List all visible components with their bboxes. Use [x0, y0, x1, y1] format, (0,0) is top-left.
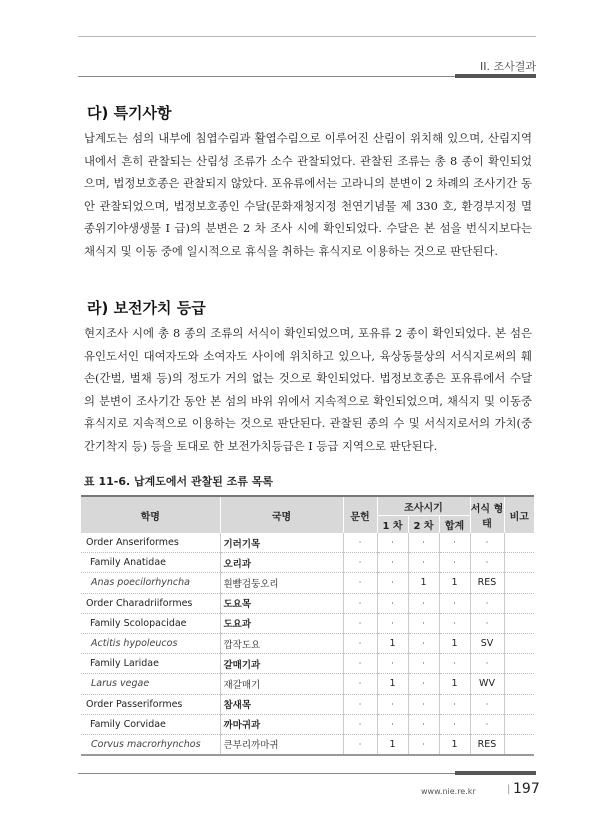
header-accent-bar: [455, 74, 536, 78]
footer-separator: |: [507, 784, 511, 795]
header-korean-name: 국명: [220, 496, 343, 533]
second-survey-cell: ·: [408, 553, 439, 573]
note-cell: [504, 533, 534, 553]
special-notes-paragraph: 납계도는 섬의 내부에 침엽수림과 활엽수림으로 이루어진 산림이 위치해 있으며, 산림지역내에서 흔히 관찰되는 산림성 조류가 소수 관찰되었다. 관찰된 조류는 총 8 종이 확인되었으며, 법정보호종은 관찰되지 않았다. 포유류에서는 고라니의 분변이 2 차례의 조사기간 동안 관찰되었으며, 법정보호종인 수달(문화재청지정 천연기념물 제 330 호, 환경부지정 멸종위기야생생물 I 급)의 분변은 2 차 조사 시에 확인되었다. 수달은 본 섬을 번식지보다는 채식지 및 이동 중에 일시적으로 휴식을 취하는 휴식지로 이용하는 것으로 판단된다.: [84, 131, 532, 258]
korean-name-cell: 기러기목: [220, 533, 343, 553]
note-cell: [504, 593, 534, 613]
scientific-name-cell: Family Corvidae: [81, 714, 220, 734]
table-row: [81, 734, 534, 755]
table-row: [81, 593, 534, 613]
habitat-type-cell: ·: [470, 593, 504, 613]
scientific-name-cell: Anas poecilorhyncha: [81, 573, 220, 593]
total-cell: ·: [439, 593, 470, 613]
conservation-grade-paragraph: 현지조사 시에 총 8 종의 조류의 서식이 확인되었으며, 포유류 2 종이 확인되었다. 본 섬은 유인도서인 대여자도와 소여자도 사이에 위치하고 있으나, 육상동물상의 서식지로써의 훼손(간벌, 벌채 등)의 정도가 거의 없는 것으로 확인되었다. 법정보호종은 포유류에서 수달의 분변이 조사기간 동안 본 섬의 바위 위에서 지속적으로 확인되었으며, 채식지 및 이동중 휴식지로 지속적으로 이용하는 것으로 판단된다. 관찰된 종의 수 및 서식지로서의 가치(중간기착지 등) 등을 토대로 한 보전가치등급은 Ⅰ 등급 지역으로 판단된다.: [84, 326, 532, 453]
header-top-rule: [78, 36, 536, 37]
second-survey-cell: ·: [408, 533, 439, 553]
note-cell: [504, 734, 534, 755]
scientific-name-cell: Family Laridae: [81, 654, 220, 674]
habitat-type-cell: WV: [470, 674, 504, 694]
first-survey-cell: ·: [377, 654, 408, 674]
total-cell: 1: [439, 734, 470, 755]
total-cell: ·: [439, 654, 470, 674]
habitat-type-cell: RES: [470, 573, 504, 593]
scientific-name-cell: Family Anatidae: [81, 553, 220, 573]
literature-cell: ·: [343, 633, 377, 653]
literature-cell: ·: [343, 694, 377, 714]
literature-cell: ·: [343, 674, 377, 694]
footer-url: www.nie.re.kr: [421, 787, 476, 796]
literature-cell: ·: [343, 573, 377, 593]
scientific-name-cell: Order Anseriformes: [81, 533, 220, 553]
note-cell: [504, 674, 534, 694]
header-survey-period: 조사시기: [377, 496, 470, 516]
literature-cell: ·: [343, 553, 377, 573]
korean-name-cell: 갈매기과: [220, 654, 343, 674]
scientific-name-cell: Order Charadriiformes: [81, 593, 220, 613]
note-cell: [504, 633, 534, 653]
table-row: [81, 613, 534, 633]
second-survey-cell: 1: [408, 573, 439, 593]
second-survey-cell: ·: [408, 694, 439, 714]
literature-cell: ·: [343, 734, 377, 755]
first-survey-cell: 1: [377, 674, 408, 694]
second-survey-cell: ·: [408, 613, 439, 633]
scientific-name-cell: Actitis hypoleucos: [81, 633, 220, 653]
total-cell: 1: [439, 633, 470, 653]
first-survey-cell: ·: [377, 533, 408, 553]
running-header: II. 조사결과: [480, 60, 536, 73]
table-row: [81, 694, 534, 714]
habitat-type-cell: ·: [470, 553, 504, 573]
korean-name-cell: 도요목: [220, 593, 343, 613]
first-survey-cell: ·: [377, 694, 408, 714]
korean-name-cell: 도요과: [220, 613, 343, 633]
bird-species-table: [81, 495, 534, 756]
header-scientific-name: 학명: [81, 496, 220, 533]
habitat-type-cell: SV: [470, 633, 504, 653]
total-cell: 1: [439, 573, 470, 593]
korean-name-cell: 재갈매기: [220, 674, 343, 694]
habitat-type-cell: ·: [470, 613, 504, 633]
second-survey-cell: ·: [408, 593, 439, 613]
second-survey-cell: ·: [408, 674, 439, 694]
first-survey-cell: ·: [377, 613, 408, 633]
total-cell: ·: [439, 714, 470, 734]
table-row: [81, 573, 534, 593]
habitat-type-cell: ·: [470, 714, 504, 734]
first-survey-cell: ·: [377, 714, 408, 734]
total-cell: ·: [439, 553, 470, 573]
total-cell: ·: [439, 533, 470, 553]
scientific-name-cell: Larus vegae: [81, 674, 220, 694]
header-total: 합계: [439, 516, 470, 534]
first-survey-cell: ·: [377, 553, 408, 573]
literature-cell: ·: [343, 533, 377, 553]
note-cell: [504, 654, 534, 674]
scientific-name-cell: Family Scolopacidae: [81, 613, 220, 633]
total-cell: ·: [439, 613, 470, 633]
note-cell: [504, 694, 534, 714]
note-cell: [504, 573, 534, 593]
table-row: [81, 533, 534, 553]
first-survey-cell: ·: [377, 573, 408, 593]
literature-cell: ·: [343, 613, 377, 633]
page-number: 197: [513, 781, 540, 797]
first-survey-cell: 1: [377, 734, 408, 755]
literature-cell: ·: [343, 593, 377, 613]
section-heading-conservation-grade: 라) 보전가치 등급: [87, 299, 206, 317]
korean-name-cell: 큰부리까마귀: [220, 734, 343, 755]
note-cell: [504, 553, 534, 573]
habitat-type-cell: RES: [470, 734, 504, 755]
second-survey-cell: ·: [408, 714, 439, 734]
habitat-type-cell: ·: [470, 694, 504, 714]
table-row: [81, 714, 534, 734]
habitat-type-cell: ·: [470, 654, 504, 674]
table-caption: 표 11-6. 납계도에서 관찰된 조류 목록: [84, 475, 273, 488]
scientific-name-cell: Corvus macrorhynchos: [81, 734, 220, 755]
header-note: 비고: [504, 496, 534, 533]
total-cell: 1: [439, 674, 470, 694]
korean-name-cell: 흰뺨검둥오리: [220, 573, 343, 593]
first-survey-cell: ·: [377, 593, 408, 613]
header-habitat-type: 서식 형태: [470, 496, 504, 533]
literature-cell: ·: [343, 654, 377, 674]
literature-cell: ·: [343, 714, 377, 734]
header-second-survey: 2 차: [408, 516, 439, 534]
korean-name-cell: 오리과: [220, 553, 343, 573]
header-first-survey: 1 차: [377, 516, 408, 534]
scientific-name-cell: Order Passeriformes: [81, 694, 220, 714]
second-survey-cell: ·: [408, 734, 439, 755]
korean-name-cell: 깝작도요: [220, 633, 343, 653]
section-heading-special-notes: 다) 특기사항: [87, 104, 172, 122]
second-survey-cell: ·: [408, 654, 439, 674]
first-survey-cell: 1: [377, 633, 408, 653]
second-survey-cell: ·: [408, 633, 439, 653]
table-row: [81, 654, 534, 674]
total-cell: ·: [439, 694, 470, 714]
korean-name-cell: 참새목: [220, 694, 343, 714]
header-literature: 문헌: [343, 496, 377, 533]
korean-name-cell: 까마귀과: [220, 714, 343, 734]
table-row: [81, 553, 534, 573]
footer-accent-bar: [455, 771, 536, 775]
habitat-type-cell: ·: [470, 533, 504, 553]
table-row: [81, 674, 534, 694]
note-cell: [504, 714, 534, 734]
table-row: [81, 633, 534, 653]
note-cell: [504, 613, 534, 633]
